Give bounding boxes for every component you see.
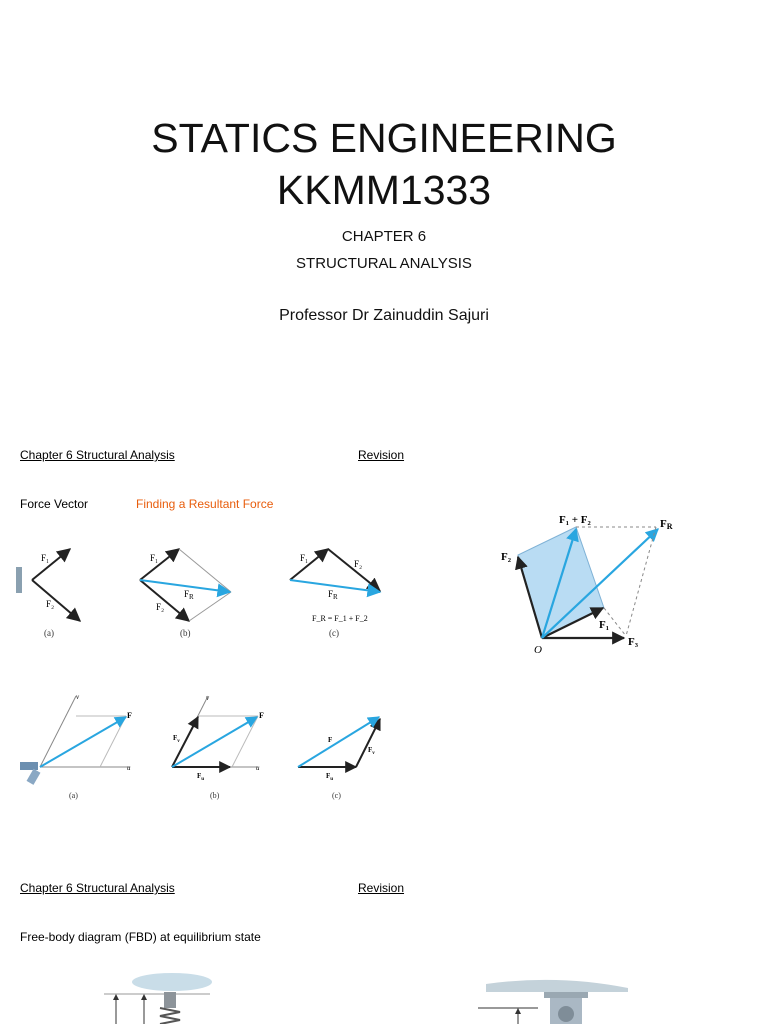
fig2-a-axes xyxy=(20,693,132,785)
fig2-b-components xyxy=(172,694,264,782)
svg-text:F: F xyxy=(127,711,132,720)
svg-text:FR: $F_R$ xyxy=(184,589,194,601)
svg-text:F: F xyxy=(259,711,264,720)
svg-text:Fu: $F_u$ xyxy=(197,772,205,782)
fig2-c-caption: (c) xyxy=(332,791,341,800)
fig2-b-caption: (b) xyxy=(210,791,220,800)
svg-text:v: v xyxy=(206,694,210,702)
svg-text:F₂: F₂ xyxy=(46,599,55,609)
vector-addition-figure-row1 xyxy=(14,535,390,650)
svg-text:F₁: F₁ xyxy=(599,619,610,631)
section2-subject: Free-body diagram (FBD) at equilibrium state xyxy=(20,930,261,944)
section2-header-left: Chapter 6 Structural Analysis xyxy=(20,881,175,895)
svg-text:v: v xyxy=(76,693,80,701)
fig-b-parallelogram xyxy=(140,549,231,621)
svg-text:O: O xyxy=(534,644,542,656)
svg-text:F₂: F₂ xyxy=(501,551,512,563)
svg-text:FR: $F_R$ xyxy=(328,589,338,601)
fbd-caster-figure xyxy=(478,972,630,1024)
fbd-spring-figure xyxy=(100,972,216,1024)
svg-text:F₁: F₁ xyxy=(150,553,159,563)
svg-text:Fu: $F_u$ xyxy=(326,772,334,782)
svg-text:F₁: F₁ xyxy=(300,553,309,563)
section1-header-right: Revision xyxy=(358,448,405,462)
fig-c-triangle xyxy=(290,549,380,601)
svg-text:u: u xyxy=(256,764,260,772)
svg-text:F: F xyxy=(328,736,333,744)
section1-highlight: Finding a Resultant Force xyxy=(136,497,274,511)
fig2-a-caption: (a) xyxy=(69,791,78,800)
svg-text:Fv: $F_v$ xyxy=(173,734,180,744)
fig-a-forces xyxy=(16,549,80,621)
vector-components-figure-row2 xyxy=(14,690,390,808)
section1-header-left: Chapter 6 Structural Analysis xyxy=(20,448,175,462)
fig-a-caption: (a) xyxy=(44,628,54,638)
svg-text:FR: FR xyxy=(660,518,673,531)
author: Professor Dr Zainuddin Sajuri xyxy=(279,307,489,324)
fig-c-caption: (c) xyxy=(329,628,339,638)
svg-text:F₃: F₃ xyxy=(628,636,639,648)
title-line-2: KKMM1333 xyxy=(276,167,492,213)
chapter-topic: STRUCTURAL ANALYSIS xyxy=(296,255,472,272)
svg-text:F₂: F₂ xyxy=(156,602,165,612)
resultant-polygon-figure xyxy=(496,505,696,665)
chapter-label: CHAPTER 6 xyxy=(341,228,427,245)
svg-text:u: u xyxy=(127,764,131,772)
fig-c-equation: F_R = F_1 + F_2 xyxy=(312,614,368,623)
title-line-1: STATICS ENGINEERING xyxy=(151,115,617,161)
fig-b-caption: (b) xyxy=(180,628,191,638)
svg-text:F₁: F₁ xyxy=(41,553,50,563)
svg-text:F₁ + F₂: F₁ + F₂ xyxy=(559,514,591,526)
fig2-c-triangle xyxy=(298,717,380,782)
section2-header-right: Revision xyxy=(358,881,405,895)
svg-text:F₂: F₂ xyxy=(354,559,363,569)
section1-subject: Force Vector xyxy=(20,497,89,511)
svg-text:Fv: $F_v$ xyxy=(368,746,375,756)
